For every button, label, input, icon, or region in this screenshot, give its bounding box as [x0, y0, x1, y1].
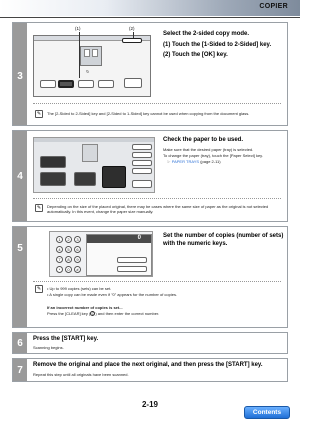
special-modes-key[interactable] — [117, 257, 147, 263]
step-number: 7 — [17, 365, 23, 376]
key-1[interactable]: 1 — [56, 236, 63, 243]
paper-size-label: ↻ — [86, 69, 90, 74]
body-line-2: To change the paper (tray), touch the [Paper Select] key. — [163, 153, 263, 158]
reference-line — [167, 159, 289, 164]
callout-2: (2) — [129, 26, 135, 31]
step-number: 4 — [17, 171, 23, 182]
key-6[interactable]: 6 — [74, 246, 81, 253]
step-heading: Set the number of copies (number of sets) with the numeric keys. — [163, 233, 284, 247]
step-5 — [12, 226, 288, 328]
note-text: Depending on the size of the placed original, there may be cases where the same size of paper as the original is not selected automatically. In this event, change the paper size manually. — [47, 204, 269, 215]
divider — [33, 198, 281, 199]
bullet-2: • A single copy can be made even if "0" appears for the number of copies. — [47, 292, 178, 297]
step-number-box — [13, 23, 27, 125]
key-5[interactable]: 5 — [65, 246, 72, 253]
contents-button[interactable]: Contents — [244, 406, 290, 419]
header-title: COPIER — [259, 3, 288, 10]
step-number-box — [13, 333, 27, 353]
step-body: Repeat this step until all originals have been scanned. — [33, 372, 129, 377]
page-header — [0, 0, 300, 22]
duplex-copy-key[interactable] — [117, 266, 147, 272]
step-3 — [12, 22, 288, 126]
paper-graphic — [84, 49, 90, 57]
bullet-2-text: A single copy can be made even if "0" appears for the number of copies. — [49, 292, 178, 297]
ok-key[interactable] — [122, 38, 142, 43]
step-number-box — [13, 131, 27, 221]
incorrect-tail: ) and then enter the correct number. — [95, 311, 160, 316]
paper-graphic-2 — [92, 49, 98, 57]
exposure-box — [40, 156, 66, 168]
step-body: Scanning begins. — [33, 345, 64, 350]
step-number-box — [13, 227, 27, 327]
step-heading: Check the paper to be used. — [163, 137, 244, 143]
callout-line-1 — [79, 32, 80, 78]
page-number: 2-19 — [141, 400, 158, 409]
incorrect-body — [47, 311, 283, 316]
header-bar — [0, 0, 300, 16]
incorrect-text: Press the [CLEAR] key ( — [47, 311, 91, 316]
operation-panel — [49, 231, 153, 277]
paper-trays-link[interactable]: PAPER TRAYS — [171, 159, 200, 164]
bullet-1-text: Up to 999 copies (sets) can be set. — [49, 286, 112, 291]
key-8[interactable]: 8 — [65, 256, 72, 263]
side-key-1[interactable] — [132, 144, 152, 150]
reference-icon: ☞ — [167, 159, 171, 164]
copy-mode-screen — [33, 35, 151, 97]
copies-value: 0 — [137, 235, 141, 241]
copies-display — [86, 234, 152, 276]
key-3[interactable]: 3 — [74, 236, 81, 243]
screen-header — [34, 138, 154, 142]
callout-line-2 — [133, 32, 134, 38]
key-9[interactable]: 9 — [74, 256, 81, 263]
bullet-1: • Up to 999 copies (sets) can be set. — [47, 286, 112, 291]
copy-main-screen — [33, 137, 155, 193]
note-icon: ✎ — [36, 205, 42, 211]
key-hash[interactable]: # — [74, 266, 81, 273]
step-6 — [12, 332, 288, 354]
duplex-key-2[interactable] — [58, 80, 74, 88]
side-key-5[interactable] — [132, 180, 152, 188]
duplex-key-4[interactable] — [98, 80, 114, 88]
step-heading: Select the 2-sided copy mode. — [163, 31, 250, 37]
duplex-key-5[interactable] — [124, 78, 142, 88]
side-key-2[interactable] — [132, 152, 152, 158]
substep-1: (1) Touch the [1-Sided to 2-Sided] key. — [163, 42, 272, 48]
tray-graphic — [82, 144, 98, 162]
step-7 — [12, 358, 288, 382]
note-text: The [2-Sided to 2-Sided] key and [2-Sided to 1-Sided] key cannot be used when copying from the document glass. — [47, 111, 250, 116]
divider — [33, 103, 281, 104]
duplex-key-1[interactable] — [40, 80, 56, 88]
paper-select-key[interactable] — [102, 166, 126, 188]
key-0[interactable]: 0 — [65, 266, 72, 273]
divider — [33, 281, 281, 282]
callout-1: (1) — [75, 26, 81, 31]
step-number: 6 — [17, 338, 23, 349]
substep-2: (2) Touch the [OK] key. — [163, 52, 228, 58]
step-heading: Press the [START] key. — [33, 336, 99, 342]
key-7[interactable]: 7 — [56, 256, 63, 263]
copy-ratio-key[interactable] — [74, 172, 96, 186]
key-2[interactable]: 2 — [65, 236, 72, 243]
side-key-3[interactable] — [132, 160, 152, 166]
side-key-4[interactable] — [132, 168, 152, 174]
note-icon: ✎ — [36, 286, 42, 292]
duplex-key-3[interactable] — [78, 80, 94, 88]
header-rule — [0, 17, 300, 18]
step-heading: Remove the original and place the next original, and then press the [START] key. — [33, 362, 263, 368]
step-4 — [12, 130, 288, 222]
exposure-key[interactable] — [40, 172, 66, 186]
display-top-bar — [87, 235, 151, 243]
note-icon: ✎ — [36, 111, 42, 117]
step-number: 3 — [17, 71, 23, 82]
key-star[interactable]: * — [56, 266, 63, 273]
reference-page: (page 2-11) — [200, 159, 221, 164]
step-number-box — [13, 359, 27, 381]
incorrect-title: If an incorrect number of copies is set... — [47, 305, 123, 310]
body-line-1: Make sure that the desired paper (tray) is selected. — [163, 147, 254, 152]
step-number: 5 — [17, 243, 23, 254]
key-4[interactable]: 4 — [56, 246, 63, 253]
clear-key-icon: C — [91, 312, 95, 316]
